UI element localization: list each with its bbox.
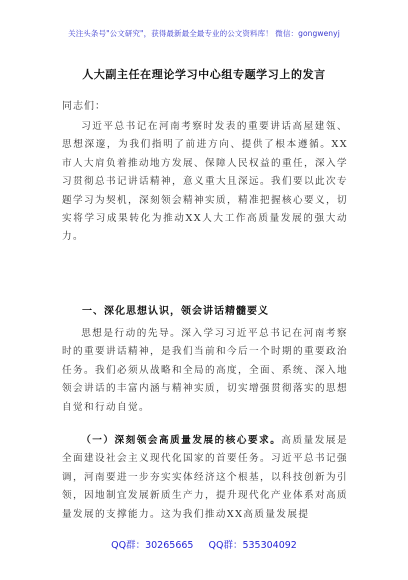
header-banner: 关注头条号"公文研究"，获得最新最全最专业的公文资料库！ 微信：gongwenyj (68, 29, 340, 38)
qq-group-2: QQ群：535304092 (208, 540, 297, 551)
paragraph-3 (62, 432, 348, 524)
paragraph-3-text: 高质量发展是全面建设社会主义现代化国家的首要任务。习近平总书记强调，河南要进一步夯实实体经济这个根基，以科技创新为引领，因地制宜发展新质生产力，提升现代化产业体系对高质量发展的支撑能力。这为我们推动XX高质量发展提 (62, 435, 348, 520)
document-title: 人大副主任在理论学习中心组专题学习上的发言 (82, 68, 326, 81)
section-heading-1: 一、深化思想认识，领会讲话精髓要义 (82, 306, 269, 317)
salutation: 同志们： (62, 101, 106, 112)
paragraph-2: 思想是行动的先导。深入学习习近平总书记在河南考察时的重要讲话精神，是我们当前和今后一个时期的重要政治任务。我们必须从战略和全局的高度，全面、系统、深入地领会讲话的丰富内涵与精神实质，切实增强贯彻落实的思想自觉和行动自觉。 (62, 328, 348, 413)
paragraph-1: 习近平总书记在河南考察时发表的重要讲话高屋建瓴、思想深邃，为我们指明了前进方向、提供了根本遵循。XX市人大肩负着推动地方发展、保障人民权益的重任，深入学习贯彻总书记讲话精神，意义重大且深远。我们要以此次专题学习为契机，深刻领会精神实质，精准把握核心要义，切实将学习成果转化为推动XX人大工作高质量发展的强大动力。 (62, 121, 348, 243)
sub-heading-1: （一）深刻领会高质量发展的核心要求。 (81, 435, 282, 446)
footer-qq-groups (0, 537, 408, 551)
qq-group-1: QQ群：30265665 (111, 540, 194, 551)
